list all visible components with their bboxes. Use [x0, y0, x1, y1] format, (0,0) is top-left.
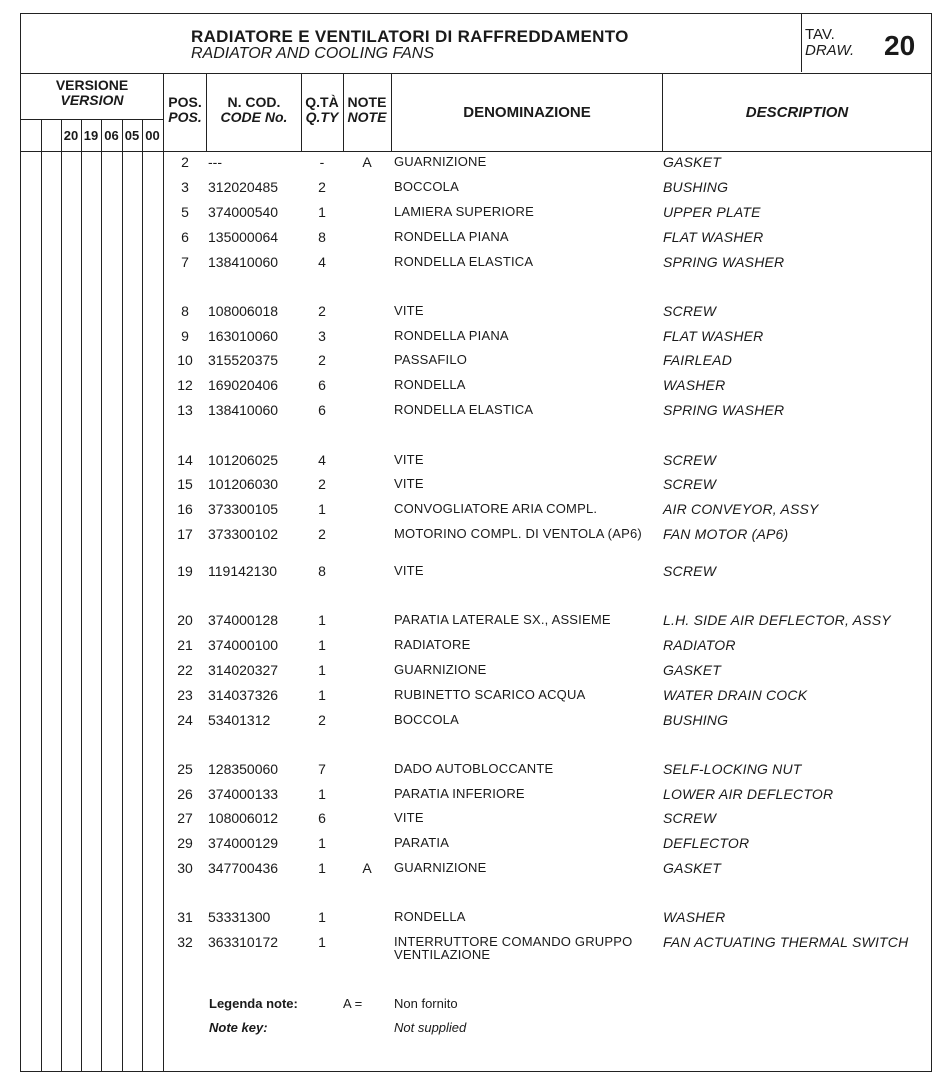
part-description-en: RADIATOR [663, 637, 736, 653]
part-quantity: 2 [318, 476, 326, 492]
part-description-en: FAIRLEAD [663, 352, 733, 368]
page-title: RADIATORE E VENTILATORI DI RAFFREDDAMENTO [191, 27, 629, 46]
part-name-it: RUBINETTO SCARICO ACQUA [394, 687, 586, 702]
code-header-en: CODE No. [220, 109, 288, 125]
version-column-line [41, 119, 42, 1071]
part-quantity: 1 [318, 835, 326, 851]
part-note: A [362, 860, 372, 876]
drawing-number: 20 [884, 30, 916, 61]
part-description-en: BUSHING [663, 179, 729, 195]
part-description-en: FLAT WASHER [663, 229, 764, 245]
part-position: 9 [181, 328, 189, 344]
part-name-it: GUARNIZIONE [394, 662, 487, 677]
part-position: 16 [177, 501, 193, 517]
denominazione-header: DENOMINAZIONE [463, 104, 591, 121]
part-description-en: L.H. SIDE AIR DEFLECTOR, ASSY [663, 612, 891, 628]
part-name-it: BOCCOLA [394, 712, 459, 727]
code-header [207, 95, 301, 125]
part-description-en: GASKET [663, 662, 721, 678]
part-quantity: 3 [318, 328, 326, 344]
column-divider [301, 74, 302, 152]
code-header-it: N. COD. [227, 94, 281, 110]
part-quantity: 2 [318, 179, 326, 195]
pos-header-it: POS. [168, 94, 202, 110]
part-position: 7 [181, 254, 189, 270]
part-position: 14 [177, 452, 193, 468]
part-description-en: BUSHING [663, 712, 729, 728]
part-position: 26 [177, 786, 193, 802]
part-description-en: FLAT WASHER [663, 328, 764, 344]
part-code: 314020327 [208, 662, 279, 678]
part-description-en: WASHER [663, 377, 726, 393]
part-note: A [362, 154, 372, 170]
part-description-en: SPRING WASHER [663, 254, 785, 270]
part-code: 128350060 [208, 761, 279, 777]
part-code: 101206025 [208, 452, 279, 468]
part-code: 119142130 [208, 563, 278, 579]
part-name-it: GUARNIZIONE [394, 154, 487, 169]
version-column-line [81, 119, 82, 1071]
part-name-it: RONDELLA ELASTICA [394, 402, 534, 417]
part-quantity: 2 [318, 352, 326, 368]
part-name-it: INTERRUTTORE COMANDO GRUPPO VENTILAZIONE [394, 934, 633, 962]
part-code: 138410060 [208, 402, 279, 418]
description-header: DESCRIPTION [745, 104, 849, 121]
column-divider [662, 74, 663, 152]
part-code: 163010060 [208, 328, 279, 344]
part-name-it: RONDELLA PIANA [394, 328, 509, 343]
part-name-it: LAMIERA SUPERIORE [394, 204, 534, 219]
part-name-it: PARATIA INFERIORE [394, 786, 525, 801]
part-position: 30 [177, 860, 193, 876]
column-divider [343, 74, 344, 152]
part-quantity: 6 [318, 377, 326, 393]
part-name-it: DADO AUTOBLOCCANTE [394, 761, 554, 776]
qty-header-it: Q.TÀ [305, 94, 339, 110]
part-quantity: 4 [318, 254, 326, 270]
part-code: 53331300 [208, 909, 271, 925]
part-name-it: VITE [394, 452, 424, 467]
part-position: 29 [177, 835, 193, 851]
parts-sheet [20, 13, 932, 1072]
qty-header [301, 95, 343, 125]
part-quantity: 8 [318, 563, 326, 579]
part-name-it: RONDELLA [394, 909, 466, 924]
part-code: 312020485 [208, 179, 279, 195]
part-code: 363310172 [208, 934, 279, 950]
part-code: 374000100 [208, 637, 279, 653]
legend-label-it: Legenda note: [209, 996, 298, 1011]
part-quantity: 1 [318, 612, 326, 628]
part-description-en: GASKET [663, 154, 721, 170]
version-header [21, 78, 163, 108]
legend-text-it: Non fornito [394, 996, 458, 1011]
part-code: 101206030 [208, 476, 279, 492]
part-quantity: 2 [318, 712, 326, 728]
part-name-it: BOCCOLA [394, 179, 459, 194]
part-description-en: FAN ACTUATING THERMAL SWITCH [663, 934, 909, 950]
legend-symbol: A = [343, 996, 363, 1011]
pos-header-en: POS. [168, 109, 202, 125]
part-description-en: UPPER PLATE [663, 204, 761, 220]
part-quantity: 6 [318, 810, 326, 826]
part-code: 315520375 [208, 352, 279, 368]
legend-text-en: Not supplied [394, 1020, 467, 1035]
part-description-en: WASHER [663, 909, 726, 925]
part-quantity: 8 [318, 229, 326, 245]
part-position: 19 [177, 563, 193, 579]
part-name-it: VITE [394, 303, 424, 318]
part-description-en: SCREW [663, 476, 717, 492]
version-header-it: VERSIONE [55, 77, 129, 93]
part-code: 314037326 [208, 687, 279, 703]
version-column-line [101, 119, 102, 1071]
part-quantity: 7 [318, 761, 326, 777]
drawing-label-it: TAV. [805, 26, 835, 43]
drawing-label-en: DRAW. [805, 42, 855, 59]
part-quantity: 1 [318, 204, 326, 220]
qty-header-en: Q.TY [305, 109, 339, 125]
part-quantity: 4 [318, 452, 326, 468]
version-column-line [142, 119, 143, 1071]
version-code: 06 [104, 128, 119, 143]
part-code: 135000064 [208, 229, 279, 245]
part-quantity: 1 [318, 860, 326, 876]
title-bar [21, 14, 931, 74]
part-description-en: SCREW [663, 810, 717, 826]
part-name-it: RONDELLA ELASTICA [394, 254, 534, 269]
version-code: 00 [145, 128, 160, 143]
part-quantity: - [319, 154, 325, 170]
part-code: 108006018 [208, 303, 279, 319]
part-description-en: SCREW [663, 452, 717, 468]
legend-label-en: Note key: [209, 1020, 268, 1035]
part-name-it: RONDELLA PIANA [394, 229, 509, 244]
part-description-en: DEFLECTOR [663, 835, 750, 851]
part-position: 6 [181, 229, 189, 245]
part-position: 15 [177, 476, 193, 492]
part-name-it: RONDELLA [394, 377, 466, 392]
part-position: 31 [177, 909, 193, 925]
version-code: 05 [124, 128, 140, 143]
version-header-en: VERSION [60, 92, 124, 108]
part-quantity: 1 [318, 934, 326, 950]
part-quantity: 1 [318, 637, 326, 653]
part-quantity: 1 [318, 662, 326, 678]
part-position: 2 [181, 154, 189, 170]
drawing-number-box [801, 14, 932, 72]
part-code: 374000133 [208, 786, 279, 802]
part-code: 374000128 [208, 612, 279, 628]
part-quantity: 2 [318, 303, 326, 319]
part-description-en: SELF-LOCKING NUT [663, 761, 802, 777]
part-position: 17 [177, 526, 193, 542]
part-description-en: WATER DRAIN COCK [663, 687, 808, 703]
version-column-line [61, 119, 62, 1071]
part-position: 12 [177, 377, 193, 393]
part-code: 169020406 [208, 377, 279, 393]
part-position: 3 [181, 179, 189, 195]
part-description-en: SPRING WASHER [663, 402, 785, 418]
part-code: 138410060 [208, 254, 279, 270]
part-name-it: GUARNIZIONE [394, 860, 487, 875]
drawing-label [805, 27, 854, 59]
part-name-it: VITE [394, 476, 424, 491]
part-name-it: VITE [394, 810, 424, 825]
part-name-it: VITE [394, 563, 424, 578]
part-position: 23 [177, 687, 193, 703]
part-code: 374000540 [208, 204, 279, 220]
part-code: 53401312 [208, 712, 271, 728]
part-quantity: 2 [318, 526, 326, 542]
part-code: 374000129 [208, 835, 279, 851]
part-position: 27 [177, 810, 193, 826]
part-description-en: AIR CONVEYOR, ASSY [663, 501, 819, 517]
part-code: 373300105 [208, 501, 279, 517]
part-code: 347700436 [208, 860, 279, 876]
part-quantity: 1 [318, 786, 326, 802]
part-quantity: 1 [318, 501, 326, 517]
part-description-en: FAN MOTOR (AP6) [663, 526, 789, 542]
page-subtitle: RADIATOR AND COOLING FANS [191, 45, 434, 62]
part-code: 373300102 [208, 526, 279, 542]
part-position: 21 [177, 637, 193, 653]
part-position: 20 [177, 612, 193, 628]
part-code: 108006012 [208, 810, 279, 826]
note-header [343, 95, 391, 125]
version-code: 20 [63, 128, 79, 143]
part-name-it: PASSAFILO [394, 352, 468, 367]
part-name-it: RADIATORE [394, 637, 471, 652]
part-description-en: SCREW [663, 563, 717, 579]
table-header [21, 74, 931, 152]
part-name-it: PARATIA [394, 835, 450, 850]
part-name-it: CONVOGLIATORE ARIA COMPL. [394, 501, 598, 516]
pos-header [164, 95, 206, 125]
part-name-it: PARATIA LATERALE SX., ASSIEME [394, 612, 611, 627]
note-header-en: NOTE [347, 109, 387, 125]
part-quantity: 1 [318, 687, 326, 703]
part-position: 13 [177, 402, 193, 418]
part-description-en: SCREW [663, 303, 717, 319]
column-divider [206, 74, 207, 152]
part-position: 10 [177, 352, 193, 368]
part-name-it: MOTORINO COMPL. DI VENTOLA (AP6) [394, 526, 642, 541]
part-position: 24 [177, 712, 193, 728]
part-position: 8 [181, 303, 189, 319]
column-divider [391, 74, 392, 152]
version-code: 19 [83, 128, 99, 143]
part-position: 22 [177, 662, 193, 678]
part-position: 5 [181, 204, 189, 220]
note-header-it: NOTE [347, 94, 387, 110]
part-quantity: 6 [318, 402, 326, 418]
part-description-en: GASKET [663, 860, 721, 876]
part-description-en: LOWER AIR DEFLECTOR [663, 786, 834, 802]
part-position: 32 [177, 934, 193, 950]
part-code: --- [208, 154, 222, 170]
part-position: 25 [177, 761, 193, 777]
part-quantity: 1 [318, 909, 326, 925]
version-column-line [122, 119, 123, 1071]
